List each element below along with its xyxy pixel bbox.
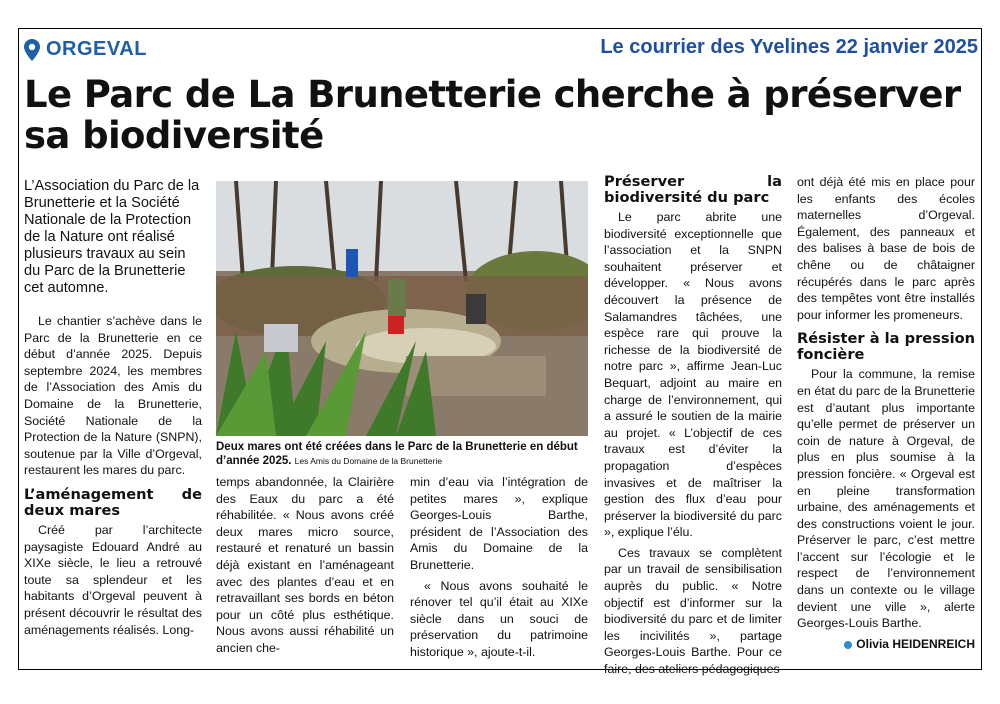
subheading: L’aménagement de deux mares xyxy=(24,485,202,519)
headline: Le Parc de La Brunetterie cherche à préserver sa biodiversité xyxy=(24,73,961,157)
paragraph: temps abandonnée, la Clairière des Eaux du parc a été réhabilitée. « Nous avons créé deux mares micro source, restauré et renaturé un bassin déjà existant en l’aménageant avec des plantes d’eau et en retravaillant ses bords en béton pour un côté plus esthétique. Nous avons aussi réhabilité un ancien che- xyxy=(216,475,394,655)
paragraph: Créé par l’architecte paysagiste Edouard André au XIXe siècle, le lieu a retrouvé toute sa splendeur et les habitants d’Orgeval peuvent à présent découvrir le résultat des aménagements réalisés. Long- xyxy=(24,522,202,637)
subheading: Préserver la biodiversité du parc xyxy=(604,173,782,206)
photo-caption xyxy=(216,440,592,468)
paragraph: Pour la commune, la remise en état du parc de la Brunetterie est d’autant plus importante qu’elle permet de préserver un coin de nature à Orgeval, de plus en plus soumise à la pression foncière. « Orgeval est en pleine transformation urbaine, des aménagements et des constructions voient le jour. Préserver le parc, c’est mettre l’accent sur l’écologie et le respect de l’environnement dans un contexte ou le village devient une ville », alerte Georges-Louis Barthe. xyxy=(797,367,975,631)
article-photo xyxy=(216,181,588,436)
caption-text: Deux mares ont été créées dans le Parc de la Brunetterie en début d’année 2025. xyxy=(216,441,578,467)
paragraph: Le parc abrite une biodiversité exceptionnelle que l’association et la SNPN souhaitent préserver et développer. « Nous avons découvert la présence de Salamandres tâchées, une espèce rare qui prouve la richesse de la biodiversité de notre parc », affirme Jean-Luc Bequart, adjoint au maire en charge de l’environnement, qui a assuré le soutien de la mairie au projet. « L’objectif de ces travaux est d’éviter la propagation d’espèces invasives et de maîtriser la gestion des flux d’eau pour préserver la biodiversité du parc », explique l’élu. xyxy=(604,210,782,540)
paragraph: ont déjà été mis en place pour les enfants des écoles maternelles d’Orgeval. Également, des panneaux et des balises à base de bois de chêne ou de châtaigner récupérés dans le parc après des tempêtes vont être installés pour informer les promeneurs. xyxy=(797,175,975,322)
column-2 xyxy=(216,474,394,661)
pond-photo-illustration xyxy=(216,181,588,436)
location-header xyxy=(24,38,147,61)
paragraph: Ces travaux se complètent par un travail de sensibilisation auprès du public. « Notre objectif est d’informer sur la biodiversité du parc et de limiter les incivilités », partage Georges-Louis Barthe. Pour ce faire, des ateliers pédagogiques xyxy=(604,545,782,677)
paragraph: min d’eau via l’intégration de petites mares », explique Georges-Louis Barthe, président de l’Association des Amis du Domaine de la Brunetterie. xyxy=(410,475,588,572)
author-byline xyxy=(797,636,975,653)
column-1 xyxy=(24,178,202,642)
lead-paragraph: L’Association du Parc de la Brunetterie et la Société Nationale de la Protection de la Nature ont réalisé plusieurs travaux au sein du Parc de la Brunetterie cet automne. xyxy=(24,178,200,296)
location-pin-icon xyxy=(24,39,40,61)
location-label: ORGEVAL xyxy=(46,38,147,60)
column-5 xyxy=(797,174,975,652)
subheading: Résister à la pression foncière xyxy=(797,330,975,364)
column-4 xyxy=(604,174,782,682)
author-name: Olivia HEIDENREICH xyxy=(856,636,975,651)
paragraph: Le chantier s’achève dans le Parc de la Brunetterie en ce début d’année 2025. Depuis septembre 2024, les membres de l’Association des Amis du Domaine de la Brunetterie, Société Nationale de la Protection de la Nature (SNPN), soutenue par la Ville d’Orgeval, restaurent les mares du parc. xyxy=(24,314,202,478)
photo-credit: Les Amis du Domaine de la Brunetterie xyxy=(294,456,443,466)
source-label: Le courrier des Yvelines 22 janvier 2025 xyxy=(600,36,978,58)
column-3 xyxy=(410,474,588,665)
bullet-dot-icon xyxy=(844,641,852,649)
paragraph: « Nous avons souhaité le rénover tel qu’il était au XIXe siècle dans un souci de préservation du patrimoine historique », ajoute-t-il. xyxy=(410,578,588,659)
